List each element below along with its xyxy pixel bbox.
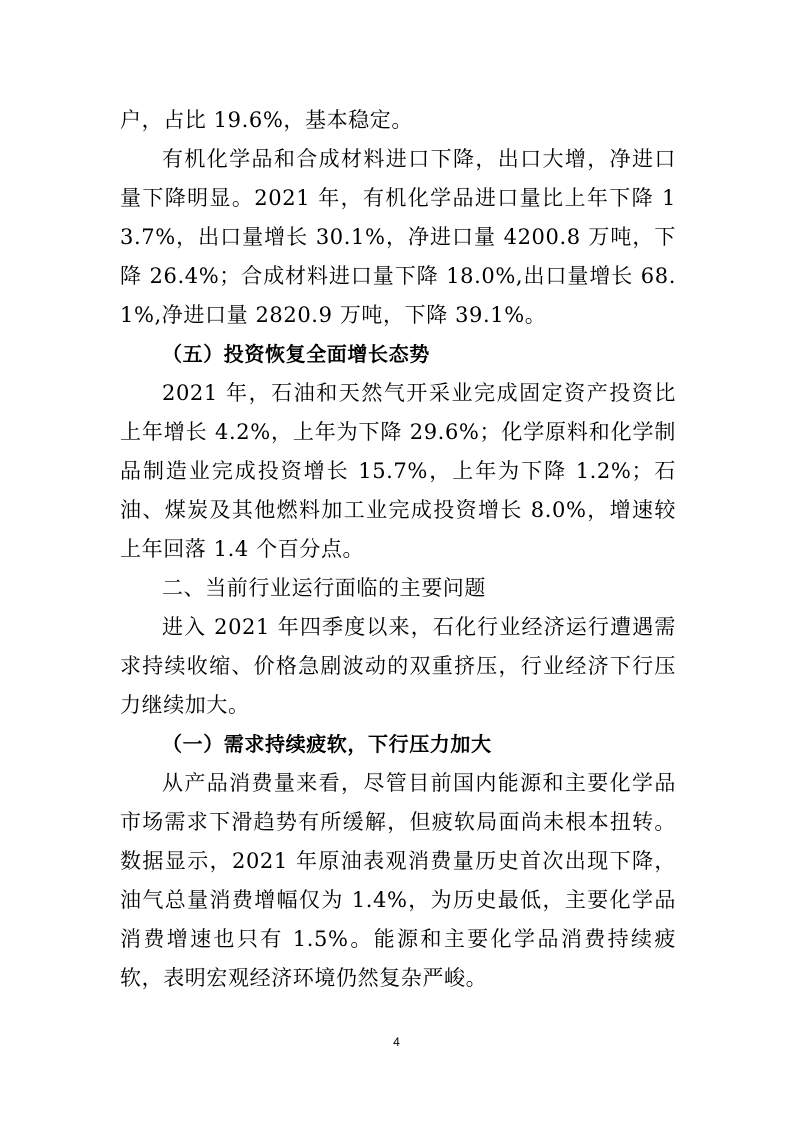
paragraph-investment: 2021 年，石油和天然气开采业完成固定资产投资比上年增长 4.2%，上年为下降 29.6%；化学原料和化学制品制造业完成投资增长 15.7%，上年为下降 1.2%；石油、煤炭及其他燃料加工业完成投资增长 8.0%，增速较上年回落 1.4 个百分点。: [120, 381, 676, 561]
paragraph-trade: 有机化学品和合成材料进口下降，出口大增，净进口量下降明显。2021 年，有机化学品进口量比上年下降 13.7%，出口量增长 30.1%，净进口量 4200.8 万吨，下降 26.4%；合成材料进口量下降 18.0%,出口量增长 68.1%,净进口量 2820.9 万吨，下降 39.1%。: [120, 147, 676, 327]
chapter-heading-problems: 二、当前行业运行面临的主要问题: [162, 576, 486, 600]
page-number: 4: [393, 1035, 400, 1049]
paragraph-problems-intro: 进入 2021 年四季度以来，石化行业经济运行遭遇需求持续收缩、价格急剧波动的双重挤压，行业经济下行压力继续加大。: [120, 615, 676, 717]
section-heading-investment: （五）投资恢复全面增长态势: [162, 342, 430, 366]
paragraph-demand: 从产品消费量来看，尽管目前国内能源和主要化学品市场需求下滑趋势有所缓解，但疲软局面尚未根本扭转。数据显示，2021 年原油表观消费量历史首次出现下降，油气总量消费增幅仅为 1.4%，为历史最低，主要化学品消费增速也只有 1.5%。能源和主要化学品消费持续疲软，表明宏观经济环境仍然复杂严峻。: [120, 771, 676, 990]
section-heading-demand: （一）需求持续疲软，下行压力加大: [162, 732, 492, 756]
paragraph-continuation: 户，占比 19.6%，基本稳定。: [120, 108, 413, 132]
document-body: [120, 101, 676, 998]
